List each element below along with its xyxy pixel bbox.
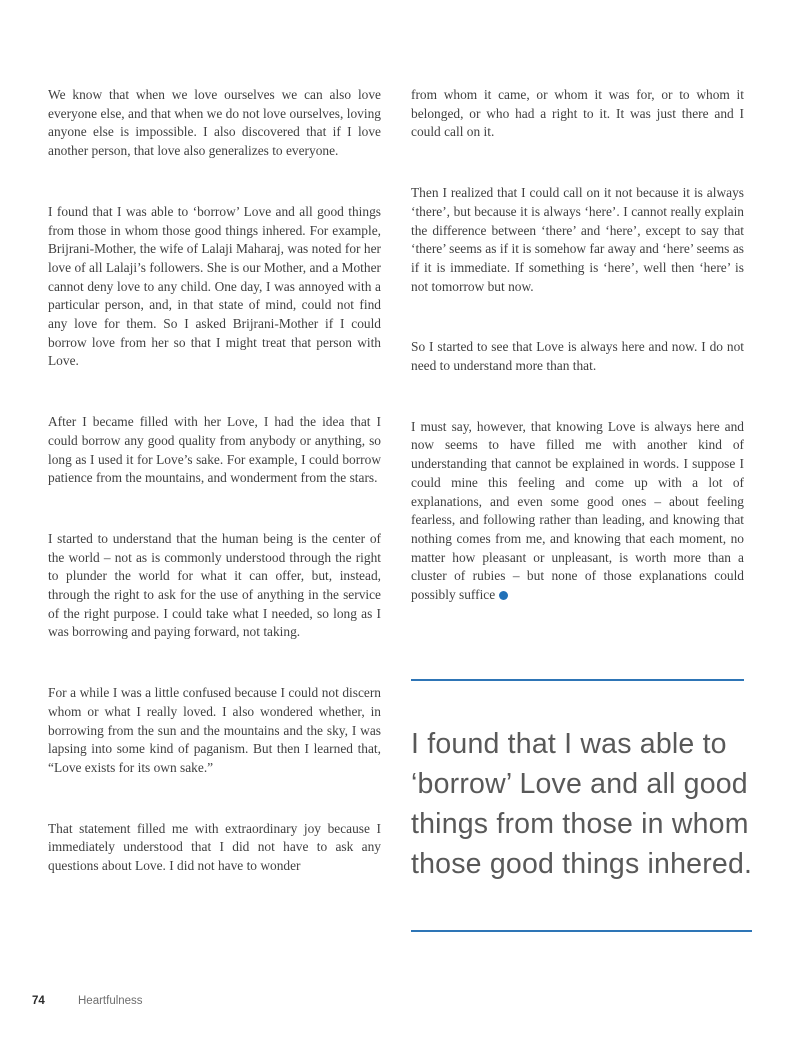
- pull-quote: I found that I was able to ‘borrow’ Love and all good things from those in whom those good things inhered.: [411, 728, 753, 880]
- body-paragraph: [411, 418, 744, 605]
- magazine-title: Heartfulness: [78, 995, 143, 1007]
- page-number: 74: [32, 995, 45, 1007]
- body-paragraph-text: I must say, however, that knowing Love is always here and now seems to have filled me with another kind of understanding that cannot be explained in words. I suppose I could mine this feeling and come up with a lot of explanations, and even some good ones – about feeling fearless, and following rather than leading, and knowing that nothing comes from me, and knowing that each moment, no matter how pleasant or unpleasant, is worth more than a cluster of rubies – but none of those explanations could possibly suffice: [411, 418, 744, 603]
- pull-quote-divider-top: [411, 679, 744, 681]
- body-paragraph: I started to understand that the human being is the center of the world – not as is commonly understood through the right to plunder the world for what it can offer, but, instead, through the right to ask for the use of anything in the service of the right purpose. I could take what I needed, so long as I was borrowing and paying forward, not taking.: [48, 530, 381, 640]
- body-paragraph: Then I realized that I could call on it not because it is always ‘there’, but because it is always ‘here’. I cannot really explain the difference between ‘there’ and ‘here’, except to say that ‘there’ seems as if it is somehow far away and ‘here’ seems as if it is immediate. If something is ‘here’, well then ‘here’ is not tomorrow but now.: [411, 185, 744, 294]
- body-paragraph: We know that when we love ourselves we can also love everyone else, and that when we do not love ourselves, loving anyone else is impossible. I also discovered that if I love another person, that love also generalizes to everyone.: [48, 87, 381, 159]
- left-text-column: [48, 86, 381, 876]
- body-paragraph: So I started to see that Love is always here and now. I do not need to understand more than that.: [411, 339, 744, 374]
- body-paragraph: from whom it came, or whom it was for, or to whom it belonged, or who had a right to it. It was just there and I could call on it.: [411, 87, 744, 140]
- body-paragraph: For a while I was a little confused because I could not discern whom or what I really loved. I also wondered whether, in borrowing from the sun and the mountains and the sky, I was lapsing into some kind of paganism. But then I learned that, “Love exists for its own sake.”: [48, 685, 381, 775]
- end-of-article-dot-icon: [499, 591, 508, 600]
- body-paragraph: I found that I was able to ‘borrow’ Love and all good things from those in whom those good things inhered. For example, Brijrani-Mother, the wife of Lalaji Maharaj, was noted for her love of all Lalaji’s followers. She is our Mother, and a Mother cannot deny love to any child. One day, I was annoyed with a particular person, and, in that state of mind, could not find any love for them. So I asked Brijrani-Mother if I could borrow love from her so that I might treat that person with Love.: [48, 203, 381, 369]
- pull-quote-divider-bottom: [411, 930, 752, 932]
- body-paragraph: After I became filled with her Love, I had the idea that I could borrow any good quality from anybody or anything, so long as I used it for Love’s sake. For example, I could borrow patience from the mountains, and wonderment from the stars.: [48, 414, 381, 486]
- body-paragraph: That statement filled me with extraordinary joy because I immediately understood that I did not have to ask any questions about Love. I did not have to wonder: [48, 820, 381, 874]
- right-text-column: [411, 86, 744, 605]
